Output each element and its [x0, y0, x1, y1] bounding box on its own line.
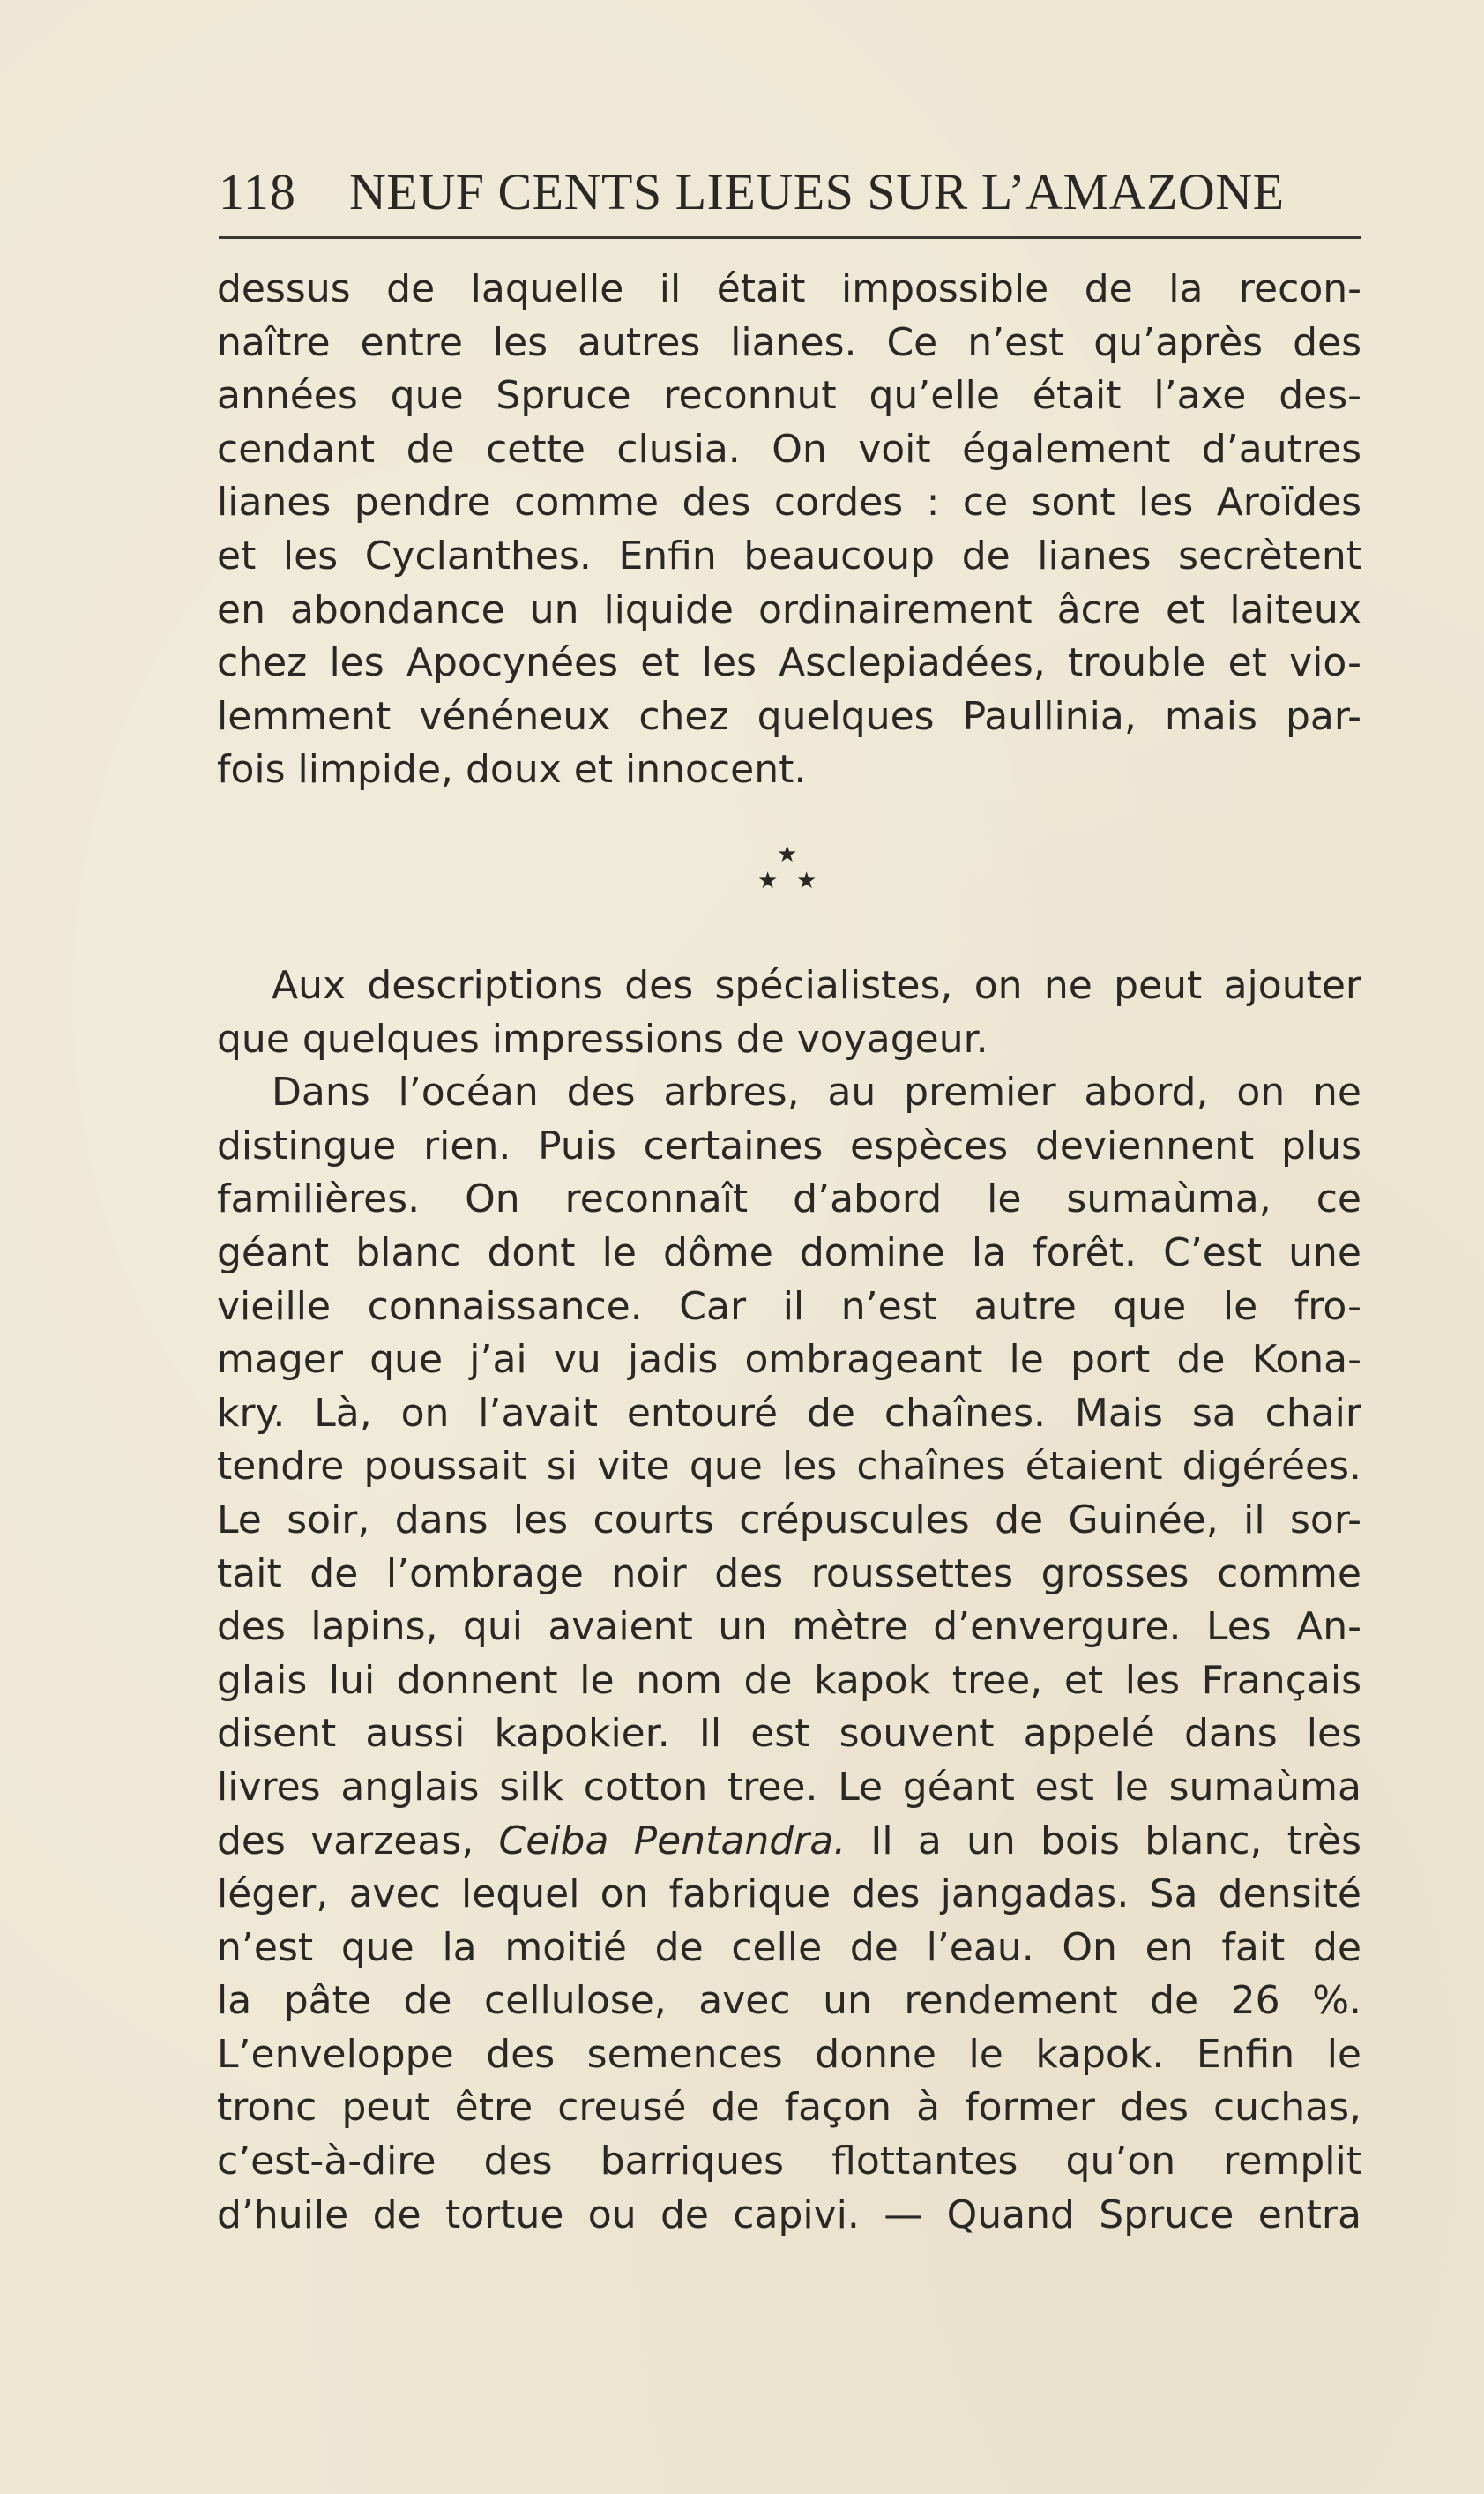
text-line: L’enveloppe des semences donne le kapok. Enfin le [217, 2031, 1361, 2077]
text-line: cendant de cette clusia. On voit également d’autres [217, 426, 1361, 472]
text-line: tait de l’ombrage noir des roussettes grosses comme [217, 1550, 1361, 1596]
text-line: en abondance un liquide ordinairement âcre et laiteux [217, 586, 1361, 632]
text-line: familières. On reconnaît d’abord le sumaùma, ce [217, 1176, 1361, 1222]
star-icon: ★ [777, 841, 798, 868]
paragraph-3 [217, 1066, 1361, 2242]
page-number: 118 [219, 163, 296, 220]
page-header [219, 157, 1361, 228]
text-line: n’est que la moitié de celle de l’eau. On en fait de [217, 1924, 1361, 1970]
species-name: Ceiba Pentandra. [498, 1818, 846, 1863]
text-line: mager que j’ai vu jadis ombrageant le port de Kona- [217, 1337, 1361, 1383]
running-title: NEUF CENTS LIEUES SUR L’AMAZONE [349, 163, 1285, 220]
text-line: c’est-à-dire des barriques flottantes qu’on remplit [217, 2139, 1361, 2184]
text-line: livres anglais silk cotton tree. Le géant est le sumaùma [217, 1764, 1361, 1810]
text-line: glais lui donnent le nom de kapok tree, et les Français [217, 1657, 1361, 1703]
text-line: d’huile de tortue ou de capivi. — Quand Spruce entra [217, 2192, 1361, 2237]
text-fragment: des varzeas, [217, 1818, 499, 1863]
text-line: naître entre les autres lianes. Ce n’est qu’après des [217, 319, 1361, 365]
text-line: chez les Apocynées et les Asclepiadées, trouble et vio- [217, 640, 1361, 686]
text-line: Aux descriptions des spécialistes, on ne peut ajouter [272, 963, 1361, 1008]
text-fragment: Il a un bois blanc, très [846, 1818, 1361, 1863]
header-rule [219, 236, 1361, 239]
text-line: kry. Là, on l’avait entouré de chaînes. Mais sa chair [217, 1390, 1361, 1436]
text-line: léger, avec lequel on fabrique des jangadas. Sa densité [217, 1871, 1361, 1917]
paragraph-2 [217, 960, 1361, 1066]
text-line: que quelques impressions de voyageur. [217, 1016, 988, 1062]
text-line: tronc peut être creusé de façon à former des cuchas, [217, 2085, 1361, 2131]
text-line: et les Cyclanthes. Enfin beaucoup de lianes secrètent [217, 533, 1361, 579]
text-line: Le soir, dans les courts crépuscules de Guinée, il sor- [217, 1497, 1361, 1542]
text-line: tendre poussait si vite que les chaînes étaient digérées. [217, 1444, 1361, 1490]
paragraph-1 [217, 263, 1361, 797]
text-line: lemment vénéneux chez quelques Paullinia, mais par- [217, 693, 1361, 739]
text-line: la pâte de cellulose, avec un rendement de 26 %. [217, 1978, 1361, 2024]
section-2-text [217, 960, 1361, 2242]
text-line: distingue rien. Puis certaines espèces deviennent plus [217, 1123, 1361, 1169]
text-line: vieille connaissance. Car il n’est autre que le fro- [217, 1283, 1361, 1329]
text-line: années que Spruce reconnut qu’elle était l’axe des- [217, 373, 1361, 419]
text-line: disent aussi kapokier. Il est souvent appelé dans les [217, 1711, 1361, 1757]
text-line: Dans l’océan des arbres, au premier abord, on ne [272, 1070, 1361, 1116]
text-line: lianes pendre comme des cordes : ce sont les Aroïdes [217, 480, 1361, 526]
text-line [217, 1815, 1361, 1869]
section-separator-asterism [745, 843, 833, 914]
text-line: fois limpide, doux et innocent. [217, 747, 807, 793]
star-icon: ★ [757, 868, 779, 894]
text-line: géant blanc dont le dôme domine la forêt. C’est une [217, 1229, 1361, 1275]
text-line: dessus de laquelle il était impossible de la recon- [217, 266, 1361, 311]
star-icon: ★ [796, 868, 817, 894]
text-line: des lapins, qui avaient un mètre d’envergure. Les An- [217, 1604, 1361, 1650]
